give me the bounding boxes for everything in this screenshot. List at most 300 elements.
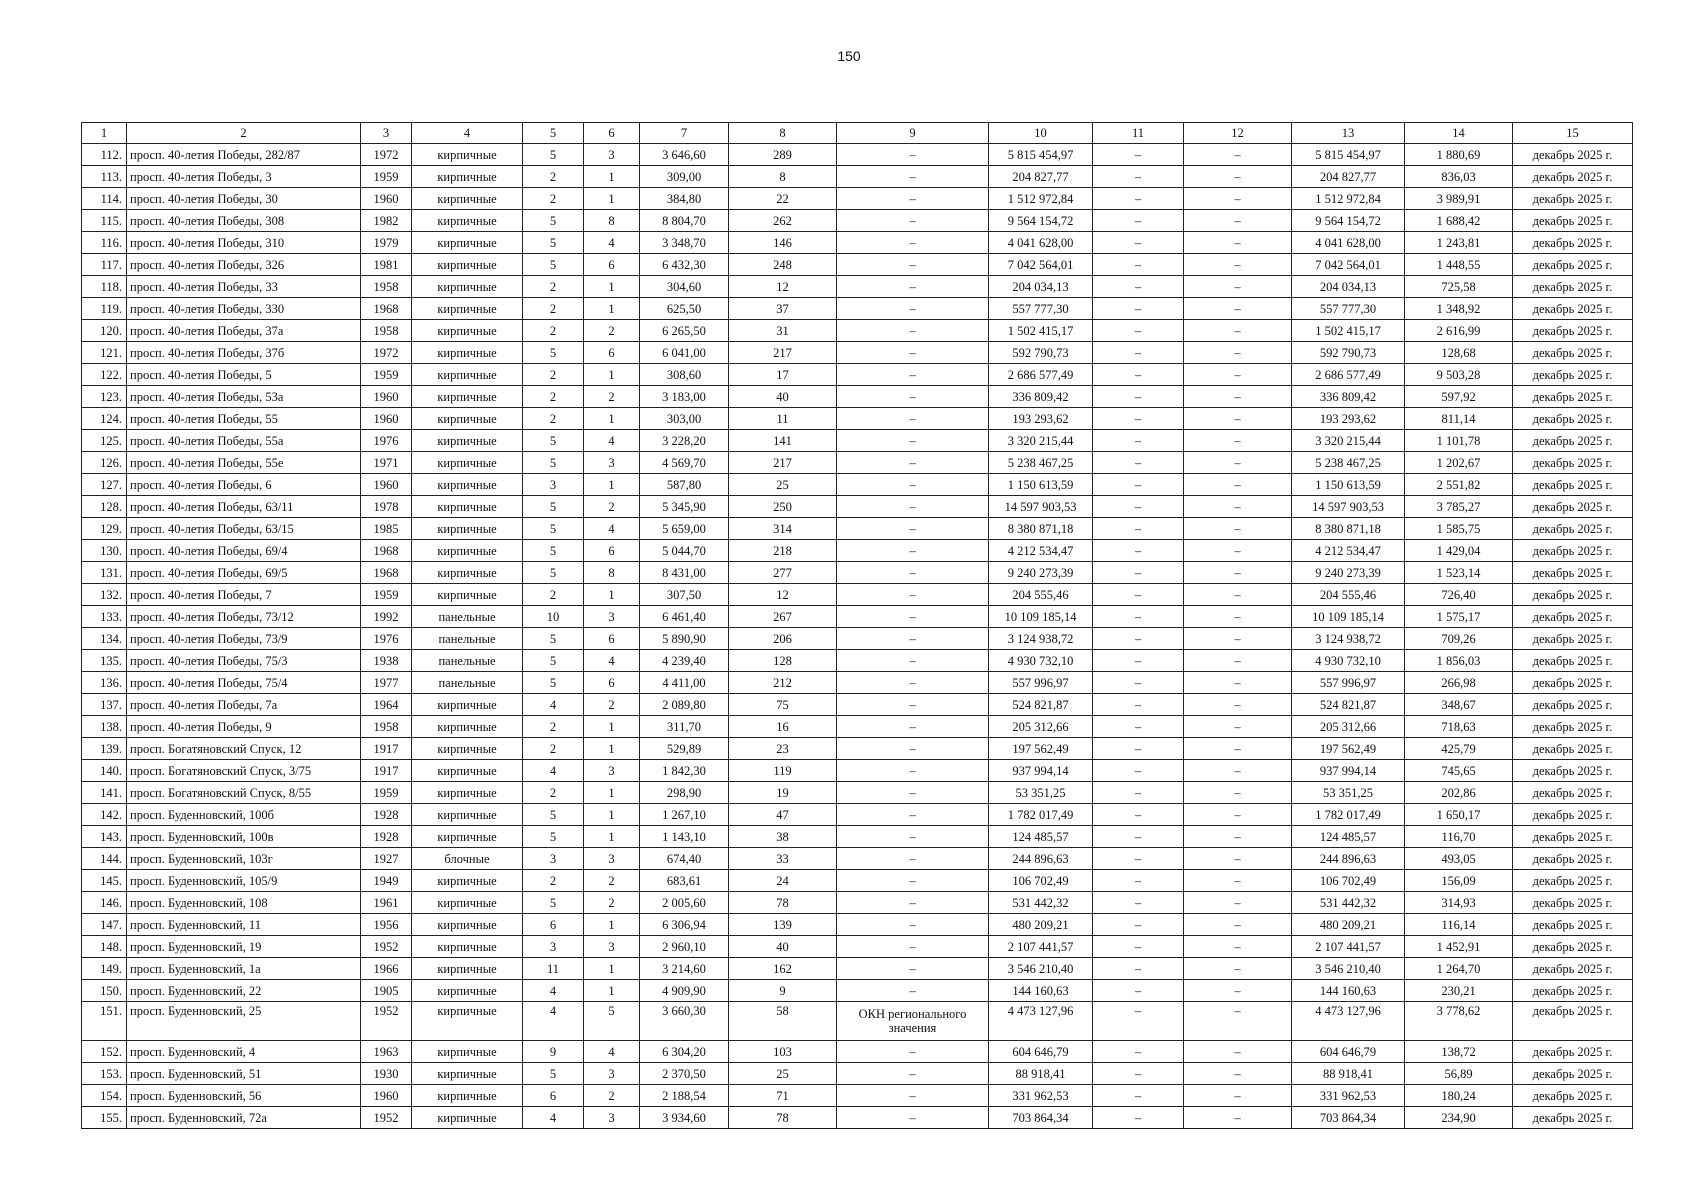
column-header-7: 7 (640, 123, 729, 144)
cost-13-cell: 204 555,46 (1292, 584, 1405, 606)
cost-13-cell: 336 809,42 (1292, 386, 1405, 408)
year-built-cell: 1952 (361, 1107, 412, 1129)
residents-cell: 9 (729, 980, 837, 1002)
total-cost-cell: 9 240 273,39 (989, 562, 1093, 584)
address-cell: просп. 40-летия Победы, 69/4 (127, 540, 361, 562)
area-cell: 8 431,00 (640, 562, 729, 584)
wall-material-cell: кирпичные (412, 870, 523, 892)
entrances-cell: 8 (584, 562, 640, 584)
residents-cell: 31 (729, 320, 837, 342)
year-built-cell: 1968 (361, 562, 412, 584)
total-cost-cell: 106 702,49 (989, 870, 1093, 892)
residents-cell: 162 (729, 958, 837, 980)
row-number-cell: 152. (82, 1041, 127, 1063)
year-built-cell: 1979 (361, 232, 412, 254)
year-built-cell: 1952 (361, 1002, 412, 1041)
col-11-cell: – (1093, 980, 1184, 1002)
heritage-status-cell: – (837, 276, 989, 298)
deadline-cell: декабрь 2025 г. (1513, 188, 1633, 210)
floors-cell: 5 (523, 672, 584, 694)
table-row (82, 452, 1633, 474)
total-cost-cell: 1 502 415,17 (989, 320, 1093, 342)
heritage-status-cell: – (837, 980, 989, 1002)
cost-13-cell: 10 109 185,14 (1292, 606, 1405, 628)
col-11-cell: – (1093, 254, 1184, 276)
table-row (82, 738, 1633, 760)
row-number-cell: 135. (82, 650, 127, 672)
col-12-cell: – (1184, 1085, 1292, 1107)
table-row (82, 210, 1633, 232)
wall-material-cell: кирпичные (412, 804, 523, 826)
address-cell: просп. Буденновский, 22 (127, 980, 361, 1002)
table-row (82, 650, 1633, 672)
heritage-status-cell: – (837, 584, 989, 606)
row-number-cell: 114. (82, 188, 127, 210)
col-12-cell: – (1184, 782, 1292, 804)
row-number-cell: 149. (82, 958, 127, 980)
deadline-cell: декабрь 2025 г. (1513, 1063, 1633, 1085)
col-12-cell: – (1184, 606, 1292, 628)
col-11-cell: – (1093, 870, 1184, 892)
address-cell: просп. Буденновский, 108 (127, 892, 361, 914)
wall-material-cell: кирпичные (412, 496, 523, 518)
column-header-13: 13 (1292, 123, 1405, 144)
col-12-cell: – (1184, 452, 1292, 474)
col-11-cell: – (1093, 1085, 1184, 1107)
year-built-cell: 1959 (361, 782, 412, 804)
total-cost-cell: 937 994,14 (989, 760, 1093, 782)
wall-material-cell: панельные (412, 628, 523, 650)
table-row (82, 298, 1633, 320)
wall-material-cell: кирпичные (412, 936, 523, 958)
wall-material-cell: кирпичные (412, 958, 523, 980)
cost-13-cell: 524 821,87 (1292, 694, 1405, 716)
year-built-cell: 1927 (361, 848, 412, 870)
residents-cell: 78 (729, 892, 837, 914)
year-built-cell: 1976 (361, 430, 412, 452)
deadline-cell: декабрь 2025 г. (1513, 782, 1633, 804)
area-cell: 3 214,60 (640, 958, 729, 980)
wall-material-cell: кирпичные (412, 1085, 523, 1107)
table-row (82, 562, 1633, 584)
row-number-cell: 138. (82, 716, 127, 738)
deadline-cell: декабрь 2025 г. (1513, 1041, 1633, 1063)
deadline-cell: декабрь 2025 г. (1513, 386, 1633, 408)
cost-13-cell: 204 827,77 (1292, 166, 1405, 188)
cost-13-cell: 557 996,97 (1292, 672, 1405, 694)
row-number-cell: 129. (82, 518, 127, 540)
total-cost-cell: 9 564 154,72 (989, 210, 1093, 232)
total-cost-cell: 5 815 454,97 (989, 144, 1093, 166)
page-number: 150 (837, 48, 861, 64)
deadline-cell: декабрь 2025 г. (1513, 870, 1633, 892)
area-cell: 6 432,30 (640, 254, 729, 276)
row-number-cell: 122. (82, 364, 127, 386)
cost-per-unit-cell: 725,58 (1405, 276, 1513, 298)
floors-cell: 2 (523, 584, 584, 606)
residents-cell: 40 (729, 936, 837, 958)
heritage-status-cell: – (837, 540, 989, 562)
col-11-cell: – (1093, 298, 1184, 320)
floors-cell: 2 (523, 364, 584, 386)
cost-13-cell: 4 930 732,10 (1292, 650, 1405, 672)
cost-13-cell: 2 686 577,49 (1292, 364, 1405, 386)
address-cell: просп. 40-летия Победы, 326 (127, 254, 361, 276)
column-header-6: 6 (584, 123, 640, 144)
wall-material-cell: кирпичные (412, 452, 523, 474)
floors-cell: 4 (523, 1107, 584, 1129)
deadline-cell: декабрь 2025 г. (1513, 848, 1633, 870)
floors-cell: 2 (523, 408, 584, 430)
cost-13-cell: 3 320 215,44 (1292, 430, 1405, 452)
col-11-cell: – (1093, 144, 1184, 166)
table-row (82, 628, 1633, 650)
residents-cell: 250 (729, 496, 837, 518)
residents-cell: 71 (729, 1085, 837, 1107)
col-11-cell: – (1093, 672, 1184, 694)
area-cell: 1 267,10 (640, 804, 729, 826)
cost-per-unit-cell: 3 778,62 (1405, 1002, 1513, 1041)
row-number-cell: 127. (82, 474, 127, 496)
col-11-cell: – (1093, 804, 1184, 826)
cost-13-cell: 4 473 127,96 (1292, 1002, 1405, 1041)
year-built-cell: 1976 (361, 628, 412, 650)
area-cell: 384,80 (640, 188, 729, 210)
column-header-1: 1 (82, 123, 127, 144)
column-header-3: 3 (361, 123, 412, 144)
col-12-cell: – (1184, 254, 1292, 276)
column-header-2: 2 (127, 123, 361, 144)
column-header-9: 9 (837, 123, 989, 144)
row-number-cell: 153. (82, 1063, 127, 1085)
col-11-cell: – (1093, 958, 1184, 980)
area-cell: 1 842,30 (640, 760, 729, 782)
cost-per-unit-cell: 1 452,91 (1405, 936, 1513, 958)
area-cell: 683,61 (640, 870, 729, 892)
address-cell: просп. 40-летия Победы, 282/87 (127, 144, 361, 166)
col-12-cell: – (1184, 958, 1292, 980)
residents-cell: 139 (729, 914, 837, 936)
year-built-cell: 1938 (361, 650, 412, 672)
year-built-cell: 1949 (361, 870, 412, 892)
entrances-cell: 3 (584, 606, 640, 628)
deadline-cell: декабрь 2025 г. (1513, 540, 1633, 562)
wall-material-cell: кирпичные (412, 760, 523, 782)
cost-13-cell: 3 124 938,72 (1292, 628, 1405, 650)
floors-cell: 4 (523, 980, 584, 1002)
column-header-11: 11 (1093, 123, 1184, 144)
floors-cell: 5 (523, 430, 584, 452)
col-11-cell: – (1093, 474, 1184, 496)
wall-material-cell: кирпичные (412, 144, 523, 166)
area-cell: 587,80 (640, 474, 729, 496)
cost-per-unit-cell: 56,89 (1405, 1063, 1513, 1085)
cost-13-cell: 4 212 534,47 (1292, 540, 1405, 562)
area-cell: 2 005,60 (640, 892, 729, 914)
area-cell: 309,00 (640, 166, 729, 188)
deadline-cell: декабрь 2025 г. (1513, 694, 1633, 716)
address-cell: просп. 40-летия Победы, 55е (127, 452, 361, 474)
heritage-status-cell: – (837, 804, 989, 826)
area-cell: 2 960,10 (640, 936, 729, 958)
row-number-cell: 113. (82, 166, 127, 188)
row-number-cell: 123. (82, 386, 127, 408)
heritage-status-cell: – (837, 936, 989, 958)
cost-per-unit-cell: 266,98 (1405, 672, 1513, 694)
deadline-cell: декабрь 2025 г. (1513, 430, 1633, 452)
entrances-cell: 2 (584, 386, 640, 408)
floors-cell: 5 (523, 342, 584, 364)
address-cell: просп. Буденновский, 100в (127, 826, 361, 848)
address-cell: просп. 40-летия Победы, 73/9 (127, 628, 361, 650)
entrances-cell: 4 (584, 518, 640, 540)
residents-cell: 37 (729, 298, 837, 320)
residents-cell: 11 (729, 408, 837, 430)
table-row (82, 232, 1633, 254)
table-row (82, 760, 1633, 782)
cost-per-unit-cell: 811,14 (1405, 408, 1513, 430)
address-cell: просп. Буденновский, 105/9 (127, 870, 361, 892)
table-row (82, 584, 1633, 606)
year-built-cell: 1959 (361, 584, 412, 606)
area-cell: 304,60 (640, 276, 729, 298)
entrances-cell: 4 (584, 232, 640, 254)
deadline-cell: декабрь 2025 г. (1513, 716, 1633, 738)
table-row (82, 430, 1633, 452)
residents-cell: 24 (729, 870, 837, 892)
floors-cell: 2 (523, 716, 584, 738)
entrances-cell: 1 (584, 474, 640, 496)
heritage-status-cell: – (837, 716, 989, 738)
address-cell: просп. 40-летия Победы, 330 (127, 298, 361, 320)
col-12-cell: – (1184, 980, 1292, 1002)
year-built-cell: 1985 (361, 518, 412, 540)
wall-material-cell: панельные (412, 650, 523, 672)
address-cell: просп. 40-летия Победы, 55а (127, 430, 361, 452)
deadline-cell: декабрь 2025 г. (1513, 760, 1633, 782)
residents-cell: 33 (729, 848, 837, 870)
entrances-cell: 2 (584, 694, 640, 716)
area-cell: 6 304,20 (640, 1041, 729, 1063)
residents-cell: 128 (729, 650, 837, 672)
year-built-cell: 1964 (361, 694, 412, 716)
cost-13-cell: 1 150 613,59 (1292, 474, 1405, 496)
heritage-status-cell: – (837, 320, 989, 342)
cost-per-unit-cell: 745,65 (1405, 760, 1513, 782)
col-12-cell: – (1184, 672, 1292, 694)
row-number-cell: 154. (82, 1085, 127, 1107)
area-cell: 3 183,00 (640, 386, 729, 408)
total-cost-cell: 88 918,41 (989, 1063, 1093, 1085)
entrances-cell: 4 (584, 650, 640, 672)
table-row (82, 716, 1633, 738)
col-12-cell: – (1184, 804, 1292, 826)
entrances-cell: 3 (584, 1063, 640, 1085)
deadline-cell: декабрь 2025 г. (1513, 672, 1633, 694)
row-number-cell: 134. (82, 628, 127, 650)
table-row (82, 144, 1633, 166)
heritage-status-cell: – (837, 738, 989, 760)
row-number-cell: 131. (82, 562, 127, 584)
cost-per-unit-cell: 1 243,81 (1405, 232, 1513, 254)
entrances-cell: 4 (584, 1041, 640, 1063)
col-12-cell: – (1184, 232, 1292, 254)
floors-cell: 2 (523, 298, 584, 320)
cost-per-unit-cell: 1 264,70 (1405, 958, 1513, 980)
col-12-cell: – (1184, 650, 1292, 672)
col-12-cell: – (1184, 584, 1292, 606)
cost-13-cell: 5 815 454,97 (1292, 144, 1405, 166)
area-cell: 311,70 (640, 716, 729, 738)
floors-cell: 3 (523, 936, 584, 958)
address-cell: просп. Буденновский, 100б (127, 804, 361, 826)
cost-13-cell: 604 646,79 (1292, 1041, 1405, 1063)
cost-13-cell: 4 041 628,00 (1292, 232, 1405, 254)
floors-cell: 2 (523, 386, 584, 408)
entrances-cell: 1 (584, 408, 640, 430)
heritage-status-cell: – (837, 342, 989, 364)
table-row (82, 958, 1633, 980)
col-11-cell: – (1093, 452, 1184, 474)
entrances-cell: 1 (584, 958, 640, 980)
entrances-cell: 3 (584, 760, 640, 782)
total-cost-cell: 480 209,21 (989, 914, 1093, 936)
cost-13-cell: 9 240 273,39 (1292, 562, 1405, 584)
entrances-cell: 5 (584, 1002, 640, 1041)
wall-material-cell: кирпичные (412, 474, 523, 496)
deadline-cell: декабрь 2025 г. (1513, 496, 1633, 518)
residents-cell: 12 (729, 276, 837, 298)
area-cell: 2 370,50 (640, 1063, 729, 1085)
address-cell: просп. 40-летия Победы, 3 (127, 166, 361, 188)
table-row (82, 606, 1633, 628)
area-cell: 5 659,00 (640, 518, 729, 540)
heritage-status-cell: – (837, 430, 989, 452)
floors-cell: 5 (523, 540, 584, 562)
residents-cell: 75 (729, 694, 837, 716)
cost-13-cell: 9 564 154,72 (1292, 210, 1405, 232)
entrances-cell: 1 (584, 298, 640, 320)
heritage-status-cell: – (837, 562, 989, 584)
year-built-cell: 1960 (361, 1085, 412, 1107)
area-cell: 6 041,00 (640, 342, 729, 364)
col-12-cell: – (1184, 342, 1292, 364)
col-11-cell: – (1093, 276, 1184, 298)
deadline-cell: декабрь 2025 г. (1513, 606, 1633, 628)
deadline-cell: декабрь 2025 г. (1513, 166, 1633, 188)
table-row (82, 826, 1633, 848)
heritage-status-cell: – (837, 914, 989, 936)
deadline-cell: декабрь 2025 г. (1513, 628, 1633, 650)
cost-13-cell: 937 994,14 (1292, 760, 1405, 782)
col-12-cell: – (1184, 1041, 1292, 1063)
deadline-cell: декабрь 2025 г. (1513, 254, 1633, 276)
area-cell: 2 188,54 (640, 1085, 729, 1107)
entrances-cell: 1 (584, 826, 640, 848)
cost-per-unit-cell: 348,67 (1405, 694, 1513, 716)
column-header-14: 14 (1405, 123, 1513, 144)
address-cell: просп. 40-летия Победы, 7а (127, 694, 361, 716)
cost-per-unit-cell: 180,24 (1405, 1085, 1513, 1107)
entrances-cell: 3 (584, 1107, 640, 1129)
row-number-cell: 124. (82, 408, 127, 430)
entrances-cell: 3 (584, 452, 640, 474)
total-cost-cell: 4 212 534,47 (989, 540, 1093, 562)
address-cell: просп. Буденновский, 25 (127, 1002, 361, 1041)
floors-cell: 5 (523, 650, 584, 672)
area-cell: 6 265,50 (640, 320, 729, 342)
year-built-cell: 1960 (361, 474, 412, 496)
year-built-cell: 1966 (361, 958, 412, 980)
col-12-cell: – (1184, 364, 1292, 386)
wall-material-cell: кирпичные (412, 826, 523, 848)
entrances-cell: 3 (584, 848, 640, 870)
entrances-cell: 6 (584, 342, 640, 364)
area-cell: 4 239,40 (640, 650, 729, 672)
col-11-cell: – (1093, 188, 1184, 210)
cost-per-unit-cell: 9 503,28 (1405, 364, 1513, 386)
deadline-cell: декабрь 2025 г. (1513, 650, 1633, 672)
address-cell: просп. Буденновский, 4 (127, 1041, 361, 1063)
address-cell: просп. 40-летия Победы, 53а (127, 386, 361, 408)
heritage-status-cell: – (837, 408, 989, 430)
address-cell: просп. Буденновский, 51 (127, 1063, 361, 1085)
col-12-cell: – (1184, 1002, 1292, 1041)
heritage-status-cell: – (837, 1085, 989, 1107)
heritage-status-cell: – (837, 474, 989, 496)
total-cost-cell: 1 782 017,49 (989, 804, 1093, 826)
cost-13-cell: 1 512 972,84 (1292, 188, 1405, 210)
address-cell: просп. Буденновский, 1а (127, 958, 361, 980)
col-11-cell: – (1093, 782, 1184, 804)
year-built-cell: 1992 (361, 606, 412, 628)
col-12-cell: – (1184, 892, 1292, 914)
residents-cell: 8 (729, 166, 837, 188)
table-row (82, 1002, 1633, 1041)
heritage-status-cell: – (837, 298, 989, 320)
wall-material-cell: блочные (412, 848, 523, 870)
table-row (82, 364, 1633, 386)
cost-13-cell: 1 502 415,17 (1292, 320, 1405, 342)
column-header-8: 8 (729, 123, 837, 144)
year-built-cell: 1968 (361, 540, 412, 562)
address-cell: просп. Буденновский, 11 (127, 914, 361, 936)
table-row (82, 254, 1633, 276)
col-12-cell: – (1184, 826, 1292, 848)
total-cost-cell: 53 351,25 (989, 782, 1093, 804)
residents-cell: 16 (729, 716, 837, 738)
year-built-cell: 1917 (361, 760, 412, 782)
residents-cell: 58 (729, 1002, 837, 1041)
residents-cell: 23 (729, 738, 837, 760)
row-number-cell: 142. (82, 804, 127, 826)
col-11-cell: – (1093, 210, 1184, 232)
cost-13-cell: 592 790,73 (1292, 342, 1405, 364)
col-12-cell: – (1184, 1063, 1292, 1085)
area-cell: 529,89 (640, 738, 729, 760)
area-cell: 625,50 (640, 298, 729, 320)
table-row (82, 936, 1633, 958)
table-row (82, 1107, 1633, 1129)
col-11-cell: – (1093, 628, 1184, 650)
col-11-cell: – (1093, 584, 1184, 606)
floors-cell: 5 (523, 562, 584, 584)
year-built-cell: 1917 (361, 738, 412, 760)
deadline-cell: декабрь 2025 г. (1513, 936, 1633, 958)
col-12-cell: – (1184, 518, 1292, 540)
deadline-cell: декабрь 2025 г. (1513, 232, 1633, 254)
entrances-cell: 2 (584, 1085, 640, 1107)
